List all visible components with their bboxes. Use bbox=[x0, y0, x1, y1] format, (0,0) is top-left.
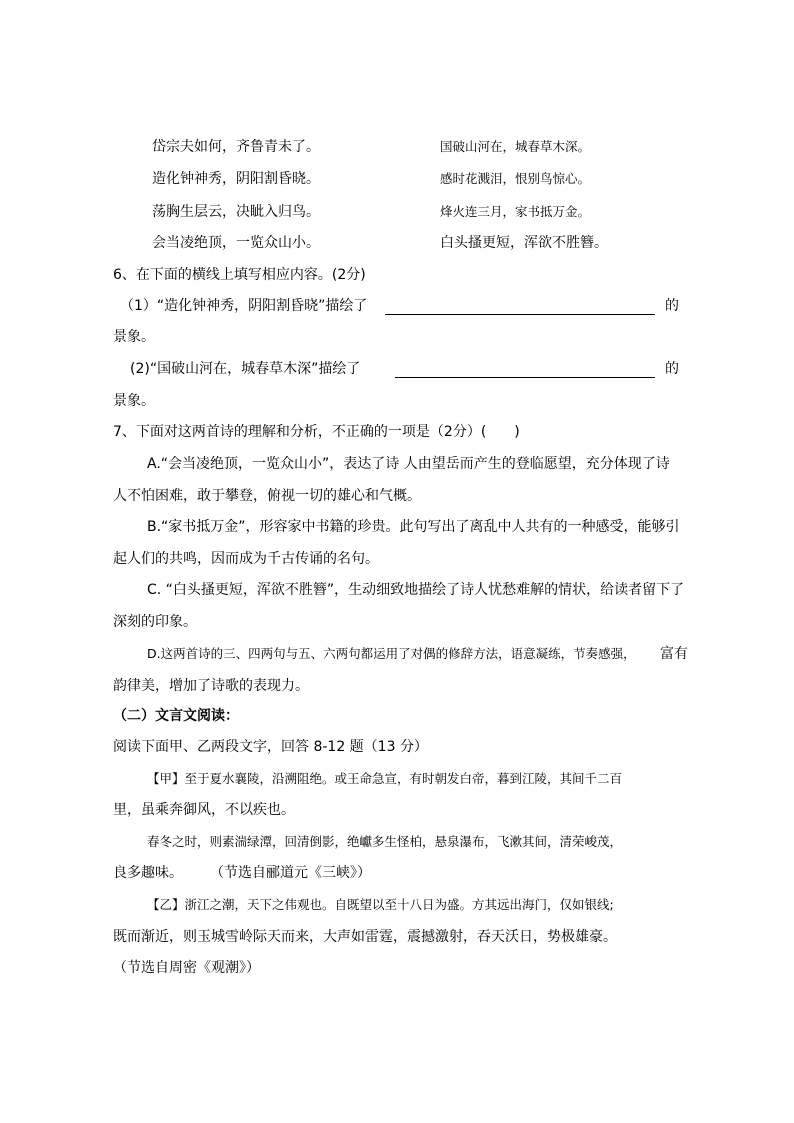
q6-title: 6、在下面的横线上填写相应内容。(2分) bbox=[113, 267, 366, 283]
passage-jia-line-2: 里，虽乘奔御风，不以疾也。 bbox=[113, 802, 295, 818]
passage-jia-line-1: 【甲】至于夏水襄陵，沿溯阻绝。或王命急宣，有时朝发白帝，暮到江陵，其间千二百 bbox=[147, 771, 623, 786]
passage-yi-line-1: 【乙】浙江之潮，天下之伟观也。自既望以至十八日为盛。方其远出海门，仅如银线; bbox=[147, 897, 614, 912]
section-heading: （二）文言文阅读： bbox=[113, 708, 239, 724]
poem-left-line-2: 造化钟神秀，阴阳割昏晓。 bbox=[152, 171, 320, 187]
q6-item1-suffix: 的 bbox=[665, 298, 679, 314]
q6-item1-tail: 景象。 bbox=[113, 329, 155, 345]
poem-left-line-3: 荡胸生层云，决眦入归鸟。 bbox=[152, 204, 320, 220]
passage-jia-line-4: 良多趣味。 bbox=[113, 865, 183, 881]
q6-item2-blank[interactable] bbox=[395, 377, 655, 378]
q7-option-d-line-1: D.这两首诗的三、四两句与五、六两句都运用了对偶的修辞方法，语意凝练，节奏感强， bbox=[147, 646, 636, 661]
q7-title: 7、下面对这两首诗的理解和分析，不正确的一项是（2分）( ) bbox=[113, 424, 520, 440]
q7-option-c-line-2: 深刻的印象。 bbox=[113, 614, 197, 630]
q7-option-c-line-1: C. “白头搔更短，浑欲不胜簪”，生动细致地描绘了诗人忧愁难解的情状，给读者留下了 bbox=[147, 582, 685, 598]
passage-jia-line-3: 春冬之时，则素湍绿潭，回清倒影，绝巘多生怪柏，悬泉瀑布，飞漱其间，清荣峻茂， bbox=[147, 834, 623, 849]
q6-item2-tail: 景象。 bbox=[113, 393, 155, 409]
passage-yi-source: （节选自周密《观潮》） bbox=[113, 960, 260, 976]
q7-option-d-line-2: 韵律美，增加了诗歌的表现力。 bbox=[113, 678, 309, 694]
q7-option-d-line-1-end: 富有 bbox=[660, 646, 688, 662]
q6-item2-prefix: (2)“国破山河在，城春草木深”描绘了 bbox=[130, 361, 361, 377]
q7-option-a-line-2: 人不怕困难，敢于攀登，俯视一切的雄心和气概。 bbox=[113, 488, 421, 504]
poem-right-line-4: 白头搔更短，浑欲不胜簪。 bbox=[440, 235, 608, 251]
reading-instruction: 阅读下面甲、乙两段文字，回答 8-12 题（13 分） bbox=[113, 739, 428, 755]
q6-item1-blank[interactable] bbox=[385, 314, 655, 315]
passage-yi-line-2: 既而渐近，则玉城雪岭际天而来，大声如雷霆，震撼激射，吞天沃日，势极雄豪。 bbox=[113, 929, 617, 945]
q7-option-b-line-2: 起人们的共鸣，因而成为千古传诵的名句。 bbox=[113, 551, 379, 567]
poem-left-line-1: 岱宗夫如何，齐鲁青未了。 bbox=[152, 139, 320, 155]
q7-option-b-line-1: B.“家书抵万金”，形容家中书籍的珍贵。此句写出了离乱中人共有的一种感受，能够引 bbox=[147, 519, 680, 535]
poem-right-line-2: 感时花溅泪，恨别鸟惊心。 bbox=[440, 171, 591, 186]
poem-right-line-1: 国破山河在，城春草木深。 bbox=[440, 139, 591, 154]
poem-left-line-4: 会当凌绝顶，一览众山小。 bbox=[152, 235, 320, 251]
poem-right-line-3: 烽火连三月，家书抵万金。 bbox=[440, 204, 591, 219]
q6-item1-prefix: （1）“造化钟神秀，阴阳割昏晓”描绘了 bbox=[120, 298, 368, 314]
passage-jia-source: （节选自郦道元《三峡》） bbox=[210, 865, 371, 881]
q6-item2-suffix: 的 bbox=[665, 361, 679, 377]
q7-option-a-line-1: A.“会当凌绝顶，一览众山小”，表达了诗 人由望岳而产生的登临愿望，充分体现了诗 bbox=[147, 456, 670, 472]
